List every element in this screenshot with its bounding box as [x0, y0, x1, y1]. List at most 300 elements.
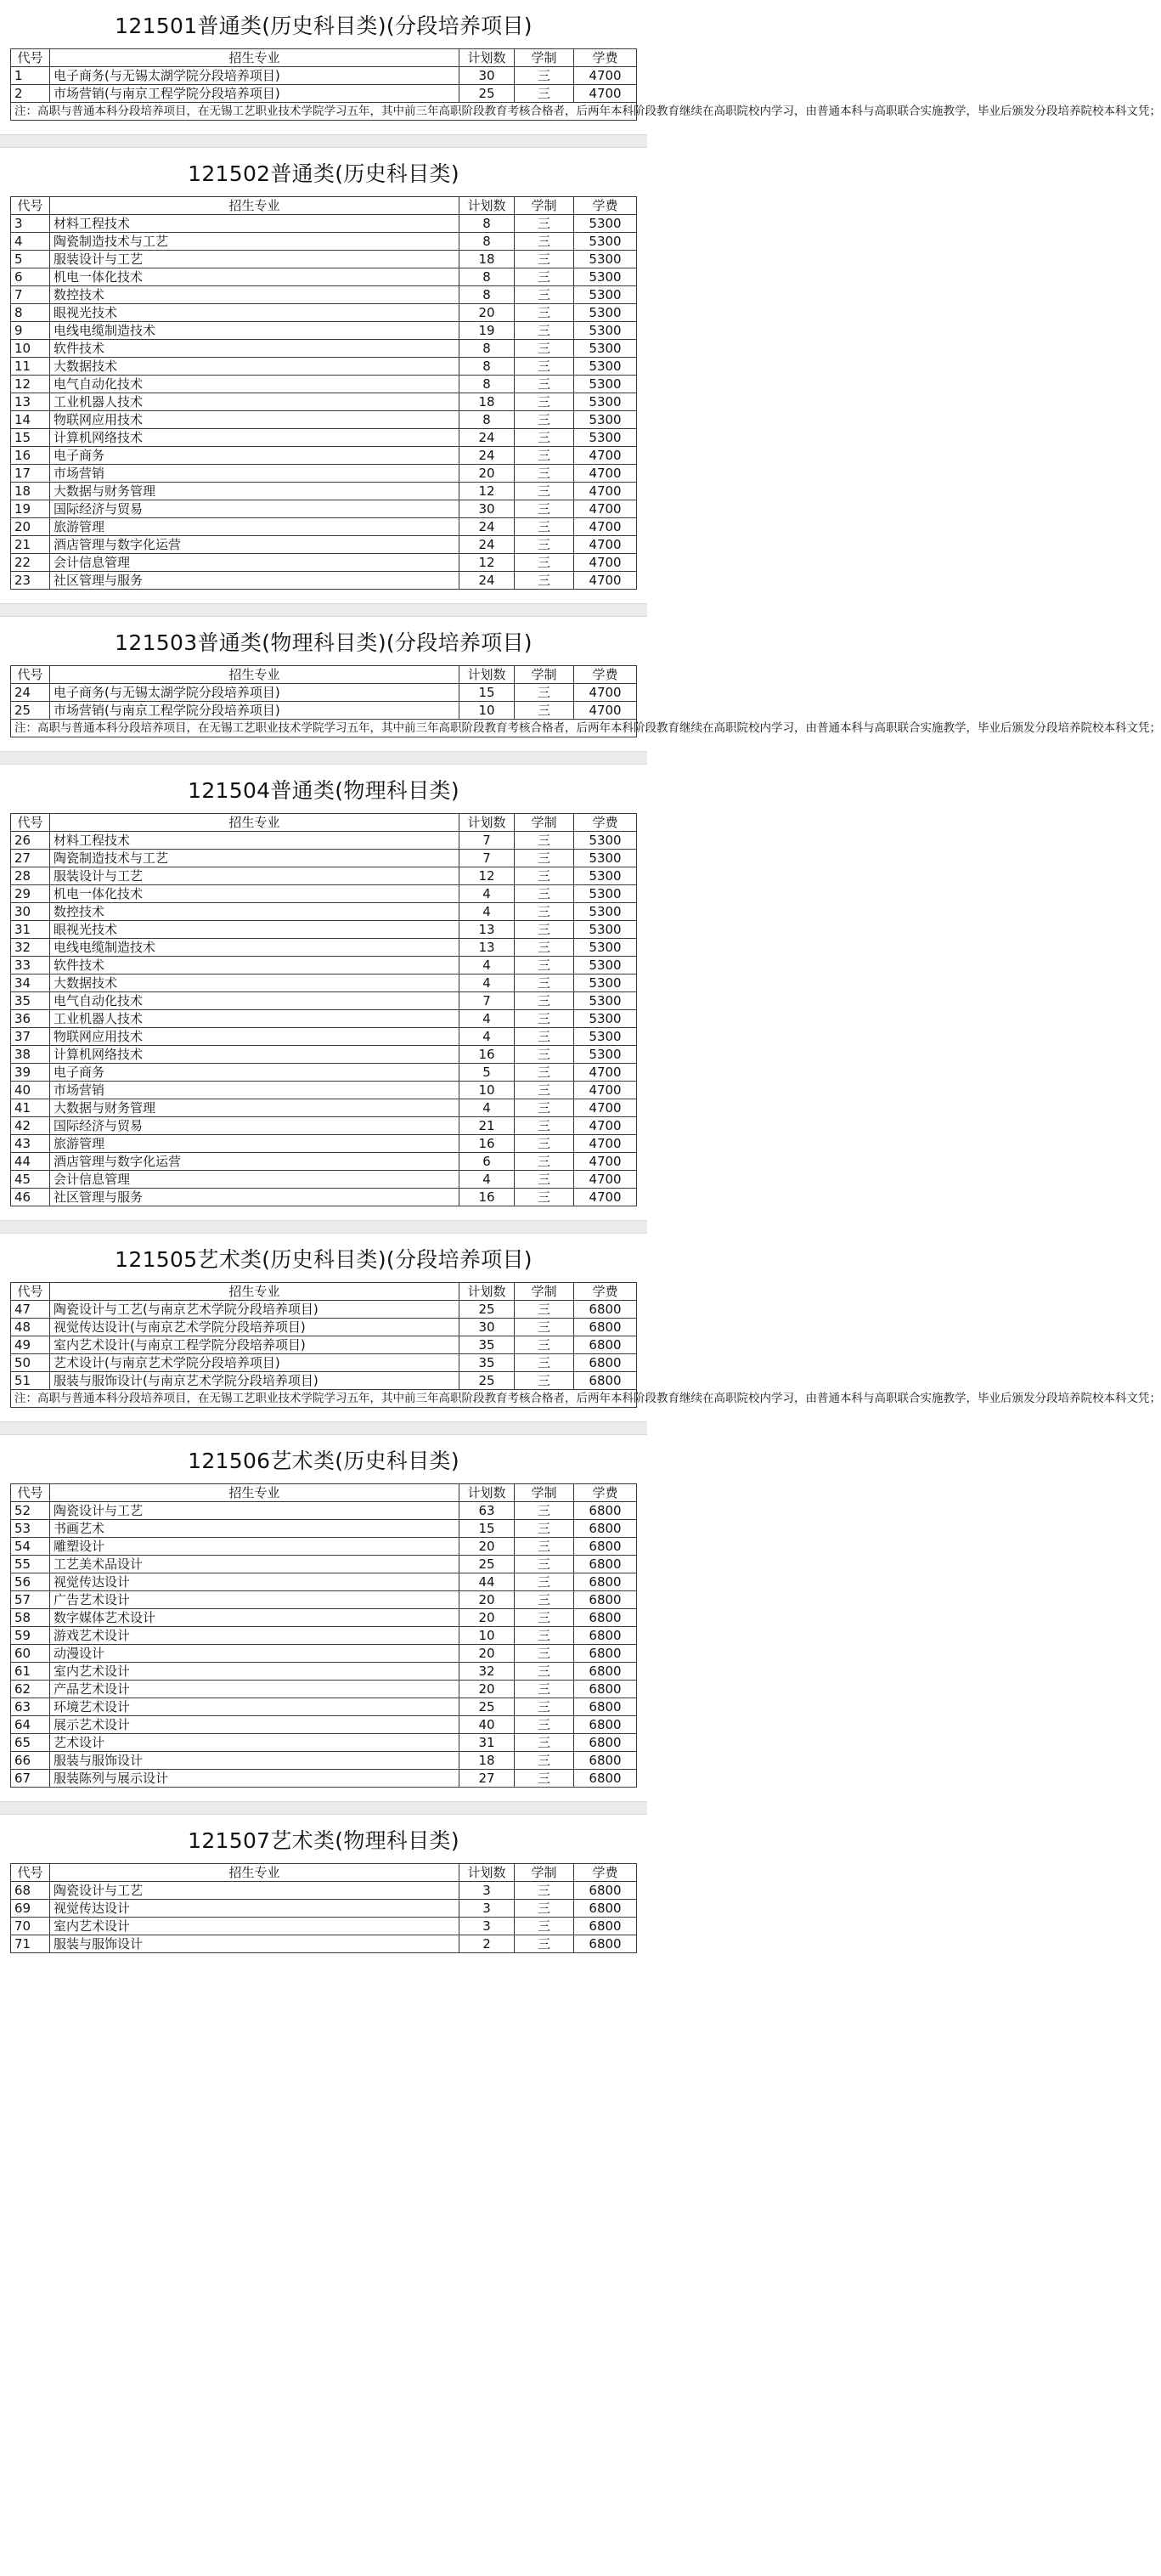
cell-major: 动漫设计 [50, 1645, 459, 1663]
table-row [11, 1627, 637, 1645]
cell-fee: 5300 [574, 376, 637, 393]
plan-table [10, 813, 637, 1206]
cell-fee: 4700 [574, 483, 637, 500]
cell-system: 三 [515, 1882, 574, 1900]
cell-fee: 6800 [574, 1698, 637, 1716]
cell-major: 会计信息管理 [50, 554, 459, 572]
section-divider [0, 1801, 647, 1815]
cell-major: 视觉传达设计(与南京艺术学院分段培养项目) [50, 1319, 459, 1336]
cell-major: 电子商务 [50, 1064, 459, 1082]
table-row [11, 867, 637, 885]
cell-major: 酒店管理与数字化运营 [50, 536, 459, 554]
section-title: 121503普通类(物理科目类)(分段培养项目) [115, 630, 533, 655]
cell-fee: 5300 [574, 957, 637, 974]
cell-major: 电子商务 [50, 447, 459, 465]
cell-plan: 7 [459, 850, 515, 867]
cell-system: 三 [515, 1319, 574, 1336]
cell-plan: 8 [459, 215, 515, 233]
cell-plan: 16 [459, 1135, 515, 1153]
cell-major: 计算机网络技术 [50, 1046, 459, 1064]
cell-system: 三 [515, 885, 574, 903]
cell-system: 三 [515, 1117, 574, 1135]
section-divider [0, 1220, 647, 1234]
header-code: 代号 [11, 1864, 50, 1882]
table-row [11, 1502, 637, 1520]
cell-plan: 30 [459, 67, 515, 85]
cell-system: 三 [515, 1935, 574, 1953]
cell-major: 电子商务(与无锡太湖学院分段培养项目) [50, 684, 459, 702]
cell-plan: 35 [459, 1336, 515, 1354]
cell-fee: 5300 [574, 411, 637, 429]
cell-system: 三 [515, 903, 574, 921]
table-row [11, 215, 637, 233]
cell-plan: 24 [459, 447, 515, 465]
cell-plan: 18 [459, 1752, 515, 1770]
cell-fee: 6800 [574, 1645, 637, 1663]
header-fee: 学费 [574, 49, 637, 67]
cell-system: 三 [515, 251, 574, 268]
cell-fee: 5300 [574, 992, 637, 1010]
cell-plan: 24 [459, 429, 515, 447]
cell-plan: 3 [459, 1918, 515, 1935]
plan-table [10, 1863, 637, 1953]
cell-code: 28 [11, 867, 50, 885]
cell-system: 三 [515, 536, 574, 554]
cell-fee: 6800 [574, 1918, 637, 1935]
cell-major: 服装与服饰设计 [50, 1935, 459, 1953]
cell-fee: 5300 [574, 358, 637, 376]
cell-system: 三 [515, 1010, 574, 1028]
cell-code: 37 [11, 1028, 50, 1046]
header-plan: 计划数 [459, 1864, 515, 1882]
cell-code: 31 [11, 921, 50, 939]
cell-major: 电线电缆制造技术 [50, 939, 459, 957]
cell-system: 三 [515, 684, 574, 702]
cell-major: 市场营销 [50, 465, 459, 483]
cell-major: 室内艺术设计(与南京工程学院分段培养项目) [50, 1336, 459, 1354]
plan-table [10, 196, 637, 590]
cell-plan: 4 [459, 903, 515, 921]
cell-plan: 20 [459, 1609, 515, 1627]
cell-fee: 6800 [574, 1752, 637, 1770]
cell-fee: 6800 [574, 1681, 637, 1698]
cell-code: 30 [11, 903, 50, 921]
cell-plan: 4 [459, 1010, 515, 1028]
header-code: 代号 [11, 666, 50, 684]
cell-code: 29 [11, 885, 50, 903]
cell-plan: 12 [459, 554, 515, 572]
table-row [11, 411, 637, 429]
cell-major: 陶瓷设计与工艺 [50, 1882, 459, 1900]
cell-major: 软件技术 [50, 340, 459, 358]
cell-fee: 5300 [574, 233, 637, 251]
cell-system: 三 [515, 1153, 574, 1171]
table-row [11, 1935, 637, 1953]
cell-major: 社区管理与服务 [50, 1189, 459, 1206]
cell-fee: 5300 [574, 429, 637, 447]
cell-code: 25 [11, 702, 50, 720]
header-major: 招生专业 [50, 1283, 459, 1301]
cell-major: 工艺美术品设计 [50, 1556, 459, 1573]
cell-plan: 31 [459, 1734, 515, 1752]
section-title: 121505艺术类(历史科目类)(分段培养项目) [115, 1247, 533, 1272]
note-row [11, 103, 637, 121]
table-row [11, 1556, 637, 1573]
table-row [11, 322, 637, 340]
cell-system: 三 [515, 1591, 574, 1609]
cell-code: 67 [11, 1770, 50, 1788]
cell-code: 38 [11, 1046, 50, 1064]
cell-fee: 6800 [574, 1591, 637, 1609]
cell-major: 社区管理与服务 [50, 572, 459, 590]
cell-plan: 12 [459, 867, 515, 885]
table-header-row [11, 1283, 637, 1301]
cell-major: 书画艺术 [50, 1520, 459, 1538]
cell-system: 三 [515, 215, 574, 233]
cell-fee: 5300 [574, 850, 637, 867]
cell-system: 三 [515, 957, 574, 974]
cell-code: 71 [11, 1935, 50, 1953]
table-row [11, 1099, 637, 1117]
header-system: 学制 [515, 1484, 574, 1502]
cell-system: 三 [515, 1099, 574, 1117]
cell-fee: 4700 [574, 684, 637, 702]
cell-fee: 4700 [574, 1082, 637, 1099]
cell-code: 21 [11, 536, 50, 554]
cell-code: 42 [11, 1117, 50, 1135]
cell-system: 三 [515, 322, 574, 340]
cell-code: 9 [11, 322, 50, 340]
header-major: 招生专业 [50, 666, 459, 684]
cell-system: 三 [515, 85, 574, 103]
cell-major: 材料工程技术 [50, 832, 459, 850]
table-row [11, 1064, 637, 1082]
cell-code: 46 [11, 1189, 50, 1206]
section-title: 121504普通类(物理科目类) [188, 778, 459, 803]
table-row [11, 1573, 637, 1591]
cell-code: 68 [11, 1882, 50, 1900]
cell-plan: 44 [459, 1573, 515, 1591]
cell-system: 三 [515, 1064, 574, 1082]
cell-code: 45 [11, 1171, 50, 1189]
cell-code: 15 [11, 429, 50, 447]
cell-fee: 5300 [574, 1028, 637, 1046]
header-plan: 计划数 [459, 666, 515, 684]
section-note: 注：高职与普通本科分段培养项目，在无锡工艺职业技术学院学习五年，其中前三年高职阶段教育考核合格者，后两年本科阶段教育继续在高职院校内学习，由普通本科与高职联合实施教学，毕业后颁发分段培养院校本科文凭； [11, 1390, 637, 1408]
enrollment-plan-page [0, 14, 1161, 1953]
table-row [11, 1918, 637, 1935]
cell-major: 工业机器人技术 [50, 393, 459, 411]
cell-system: 三 [515, 1046, 574, 1064]
table-row [11, 832, 637, 850]
cell-major: 眼视光技术 [50, 921, 459, 939]
table-row [11, 1189, 637, 1206]
cell-system: 三 [515, 1573, 574, 1591]
header-system: 学制 [515, 814, 574, 832]
cell-system: 三 [515, 1372, 574, 1390]
cell-fee: 5300 [574, 974, 637, 992]
cell-system: 三 [515, 1520, 574, 1538]
table-row [11, 304, 637, 322]
table-header-row [11, 814, 637, 832]
cell-major: 市场营销 [50, 1082, 459, 1099]
header-major: 招生专业 [50, 197, 459, 215]
cell-major: 艺术设计 [50, 1734, 459, 1752]
plan-section [0, 1828, 647, 1953]
cell-fee: 6800 [574, 1538, 637, 1556]
cell-major: 机电一体化技术 [50, 885, 459, 903]
table-row [11, 1028, 637, 1046]
section-title: 121506艺术类(历史科目类) [188, 1449, 459, 1473]
cell-system: 三 [515, 1028, 574, 1046]
header-code: 代号 [11, 49, 50, 67]
cell-system: 三 [515, 867, 574, 885]
cell-system: 三 [515, 1538, 574, 1556]
table-header-row [11, 666, 637, 684]
cell-code: 23 [11, 572, 50, 590]
cell-code: 32 [11, 939, 50, 957]
cell-plan: 24 [459, 572, 515, 590]
table-header-row [11, 197, 637, 215]
cell-system: 三 [515, 358, 574, 376]
cell-fee: 5300 [574, 867, 637, 885]
cell-code: 7 [11, 286, 50, 304]
cell-plan: 4 [459, 885, 515, 903]
cell-code: 2 [11, 85, 50, 103]
section-note: 注：高职与普通本科分段培养项目，在无锡工艺职业技术学院学习五年，其中前三年高职阶段教育考核合格者，后两年本科阶段教育继续在高职院校内学习，由普通本科与高职联合实施教学，毕业后颁发分段培养院校本科文凭； [11, 720, 637, 737]
cell-code: 11 [11, 358, 50, 376]
cell-major: 市场营销(与南京工程学院分段培养项目) [50, 702, 459, 720]
table-row [11, 1301, 637, 1319]
plan-section [0, 14, 1161, 148]
cell-major: 电气自动化技术 [50, 992, 459, 1010]
cell-system: 三 [515, 1171, 574, 1189]
section-title: 121501普通类(历史科目类)(分段培养项目) [115, 14, 533, 38]
header-system: 学制 [515, 1864, 574, 1882]
cell-code: 26 [11, 832, 50, 850]
cell-major: 大数据与财务管理 [50, 483, 459, 500]
plan-section [0, 630, 1161, 765]
cell-major: 数控技术 [50, 903, 459, 921]
table-row [11, 1734, 637, 1752]
cell-code: 56 [11, 1573, 50, 1591]
header-major: 招生专业 [50, 1864, 459, 1882]
cell-plan: 25 [459, 1698, 515, 1716]
table-row [11, 1171, 637, 1189]
cell-plan: 24 [459, 536, 515, 554]
table-row [11, 554, 637, 572]
cell-system: 三 [515, 850, 574, 867]
cell-system: 三 [515, 1189, 574, 1206]
header-fee: 学费 [574, 666, 637, 684]
cell-code: 17 [11, 465, 50, 483]
cell-code: 47 [11, 1301, 50, 1319]
cell-code: 24 [11, 684, 50, 702]
header-system: 学制 [515, 197, 574, 215]
cell-major: 室内艺术设计 [50, 1918, 459, 1935]
cell-fee: 5300 [574, 322, 637, 340]
table-row [11, 340, 637, 358]
cell-system: 三 [515, 974, 574, 992]
cell-plan: 24 [459, 518, 515, 536]
cell-fee: 6800 [574, 1609, 637, 1627]
cell-plan: 35 [459, 1354, 515, 1372]
table-row [11, 376, 637, 393]
cell-system: 三 [515, 483, 574, 500]
header-system: 学制 [515, 1283, 574, 1301]
cell-fee: 4700 [574, 465, 637, 483]
table-row [11, 1681, 637, 1698]
cell-code: 41 [11, 1099, 50, 1117]
note-row [11, 1390, 637, 1408]
cell-system: 三 [515, 67, 574, 85]
table-row [11, 1336, 637, 1354]
table-row [11, 1538, 637, 1556]
section-title: 121507艺术类(物理科目类) [188, 1828, 459, 1853]
cell-plan: 16 [459, 1189, 515, 1206]
header-code: 代号 [11, 197, 50, 215]
cell-plan: 8 [459, 233, 515, 251]
cell-system: 三 [515, 1698, 574, 1716]
cell-code: 60 [11, 1645, 50, 1663]
cell-plan: 25 [459, 1301, 515, 1319]
cell-major: 陶瓷制造技术与工艺 [50, 233, 459, 251]
cell-system: 三 [515, 268, 574, 286]
cell-fee: 6800 [574, 1935, 637, 1953]
cell-plan: 13 [459, 939, 515, 957]
cell-plan: 12 [459, 483, 515, 500]
cell-plan: 3 [459, 1900, 515, 1918]
header-plan: 计划数 [459, 49, 515, 67]
cell-system: 三 [515, 429, 574, 447]
cell-plan: 8 [459, 340, 515, 358]
header-plan: 计划数 [459, 197, 515, 215]
cell-code: 3 [11, 215, 50, 233]
cell-fee: 4700 [574, 1099, 637, 1117]
header-code: 代号 [11, 1484, 50, 1502]
table-row [11, 500, 637, 518]
cell-plan: 20 [459, 304, 515, 322]
cell-fee: 4700 [574, 1171, 637, 1189]
table-row [11, 1135, 637, 1153]
cell-code: 16 [11, 447, 50, 465]
cell-major: 环境艺术设计 [50, 1698, 459, 1716]
table-row [11, 286, 637, 304]
header-plan: 计划数 [459, 814, 515, 832]
table-row [11, 1698, 637, 1716]
table-row [11, 992, 637, 1010]
section-divider [0, 603, 647, 617]
cell-plan: 27 [459, 1770, 515, 1788]
cell-system: 三 [515, 1301, 574, 1319]
cell-major: 电子商务(与无锡太湖学院分段培养项目) [50, 67, 459, 85]
table-row [11, 358, 637, 376]
cell-fee: 5300 [574, 1046, 637, 1064]
cell-major: 市场营销(与南京工程学院分段培养项目) [50, 85, 459, 103]
cell-system: 三 [515, 500, 574, 518]
cell-major: 视觉传达设计 [50, 1900, 459, 1918]
cell-plan: 19 [459, 322, 515, 340]
cell-plan: 15 [459, 1520, 515, 1538]
cell-plan: 16 [459, 1046, 515, 1064]
cell-system: 三 [515, 572, 574, 590]
cell-plan: 4 [459, 1099, 515, 1117]
table-row [11, 1716, 637, 1734]
cell-major: 电气自动化技术 [50, 376, 459, 393]
table-row [11, 1153, 637, 1171]
cell-fee: 6800 [574, 1663, 637, 1681]
cell-code: 22 [11, 554, 50, 572]
cell-fee: 4700 [574, 702, 637, 720]
cell-major: 广告艺术设计 [50, 1591, 459, 1609]
table-header-row [11, 1864, 637, 1882]
cell-plan: 15 [459, 684, 515, 702]
cell-code: 27 [11, 850, 50, 867]
plan-table [10, 48, 1161, 121]
cell-code: 18 [11, 483, 50, 500]
cell-plan: 25 [459, 1372, 515, 1390]
cell-plan: 8 [459, 411, 515, 429]
cell-plan: 10 [459, 1627, 515, 1645]
table-row [11, 1770, 637, 1788]
cell-plan: 4 [459, 1171, 515, 1189]
cell-code: 66 [11, 1752, 50, 1770]
table-row [11, 1354, 637, 1372]
cell-major: 大数据与财务管理 [50, 1099, 459, 1117]
cell-major: 旅游管理 [50, 518, 459, 536]
cell-plan: 4 [459, 1028, 515, 1046]
cell-system: 三 [515, 921, 574, 939]
cell-major: 服装设计与工艺 [50, 251, 459, 268]
table-row [11, 684, 637, 702]
cell-code: 34 [11, 974, 50, 992]
cell-plan: 4 [459, 974, 515, 992]
cell-system: 三 [515, 304, 574, 322]
cell-plan: 25 [459, 85, 515, 103]
cell-major: 服装陈列与展示设计 [50, 1770, 459, 1788]
cell-plan: 18 [459, 393, 515, 411]
header-fee: 学费 [574, 1283, 637, 1301]
cell-code: 12 [11, 376, 50, 393]
cell-code: 36 [11, 1010, 50, 1028]
cell-fee: 6800 [574, 1900, 637, 1918]
cell-major: 眼视光技术 [50, 304, 459, 322]
cell-code: 1 [11, 67, 50, 85]
cell-system: 三 [515, 1354, 574, 1372]
cell-major: 会计信息管理 [50, 1171, 459, 1189]
table-row [11, 572, 637, 590]
plan-section [0, 778, 647, 1234]
section-divider [0, 1421, 647, 1435]
cell-fee: 5300 [574, 268, 637, 286]
cell-code: 19 [11, 500, 50, 518]
cell-fee: 4700 [574, 1189, 637, 1206]
cell-plan: 10 [459, 702, 515, 720]
cell-plan: 30 [459, 500, 515, 518]
cell-system: 三 [515, 465, 574, 483]
cell-code: 33 [11, 957, 50, 974]
cell-major: 物联网应用技术 [50, 411, 459, 429]
table-row [11, 1882, 637, 1900]
cell-code: 54 [11, 1538, 50, 1556]
cell-code: 39 [11, 1064, 50, 1082]
cell-major: 酒店管理与数字化运营 [50, 1153, 459, 1171]
cell-code: 57 [11, 1591, 50, 1609]
header-major: 招生专业 [50, 1484, 459, 1502]
table-row [11, 1900, 637, 1918]
cell-plan: 20 [459, 1645, 515, 1663]
table-row [11, 921, 637, 939]
